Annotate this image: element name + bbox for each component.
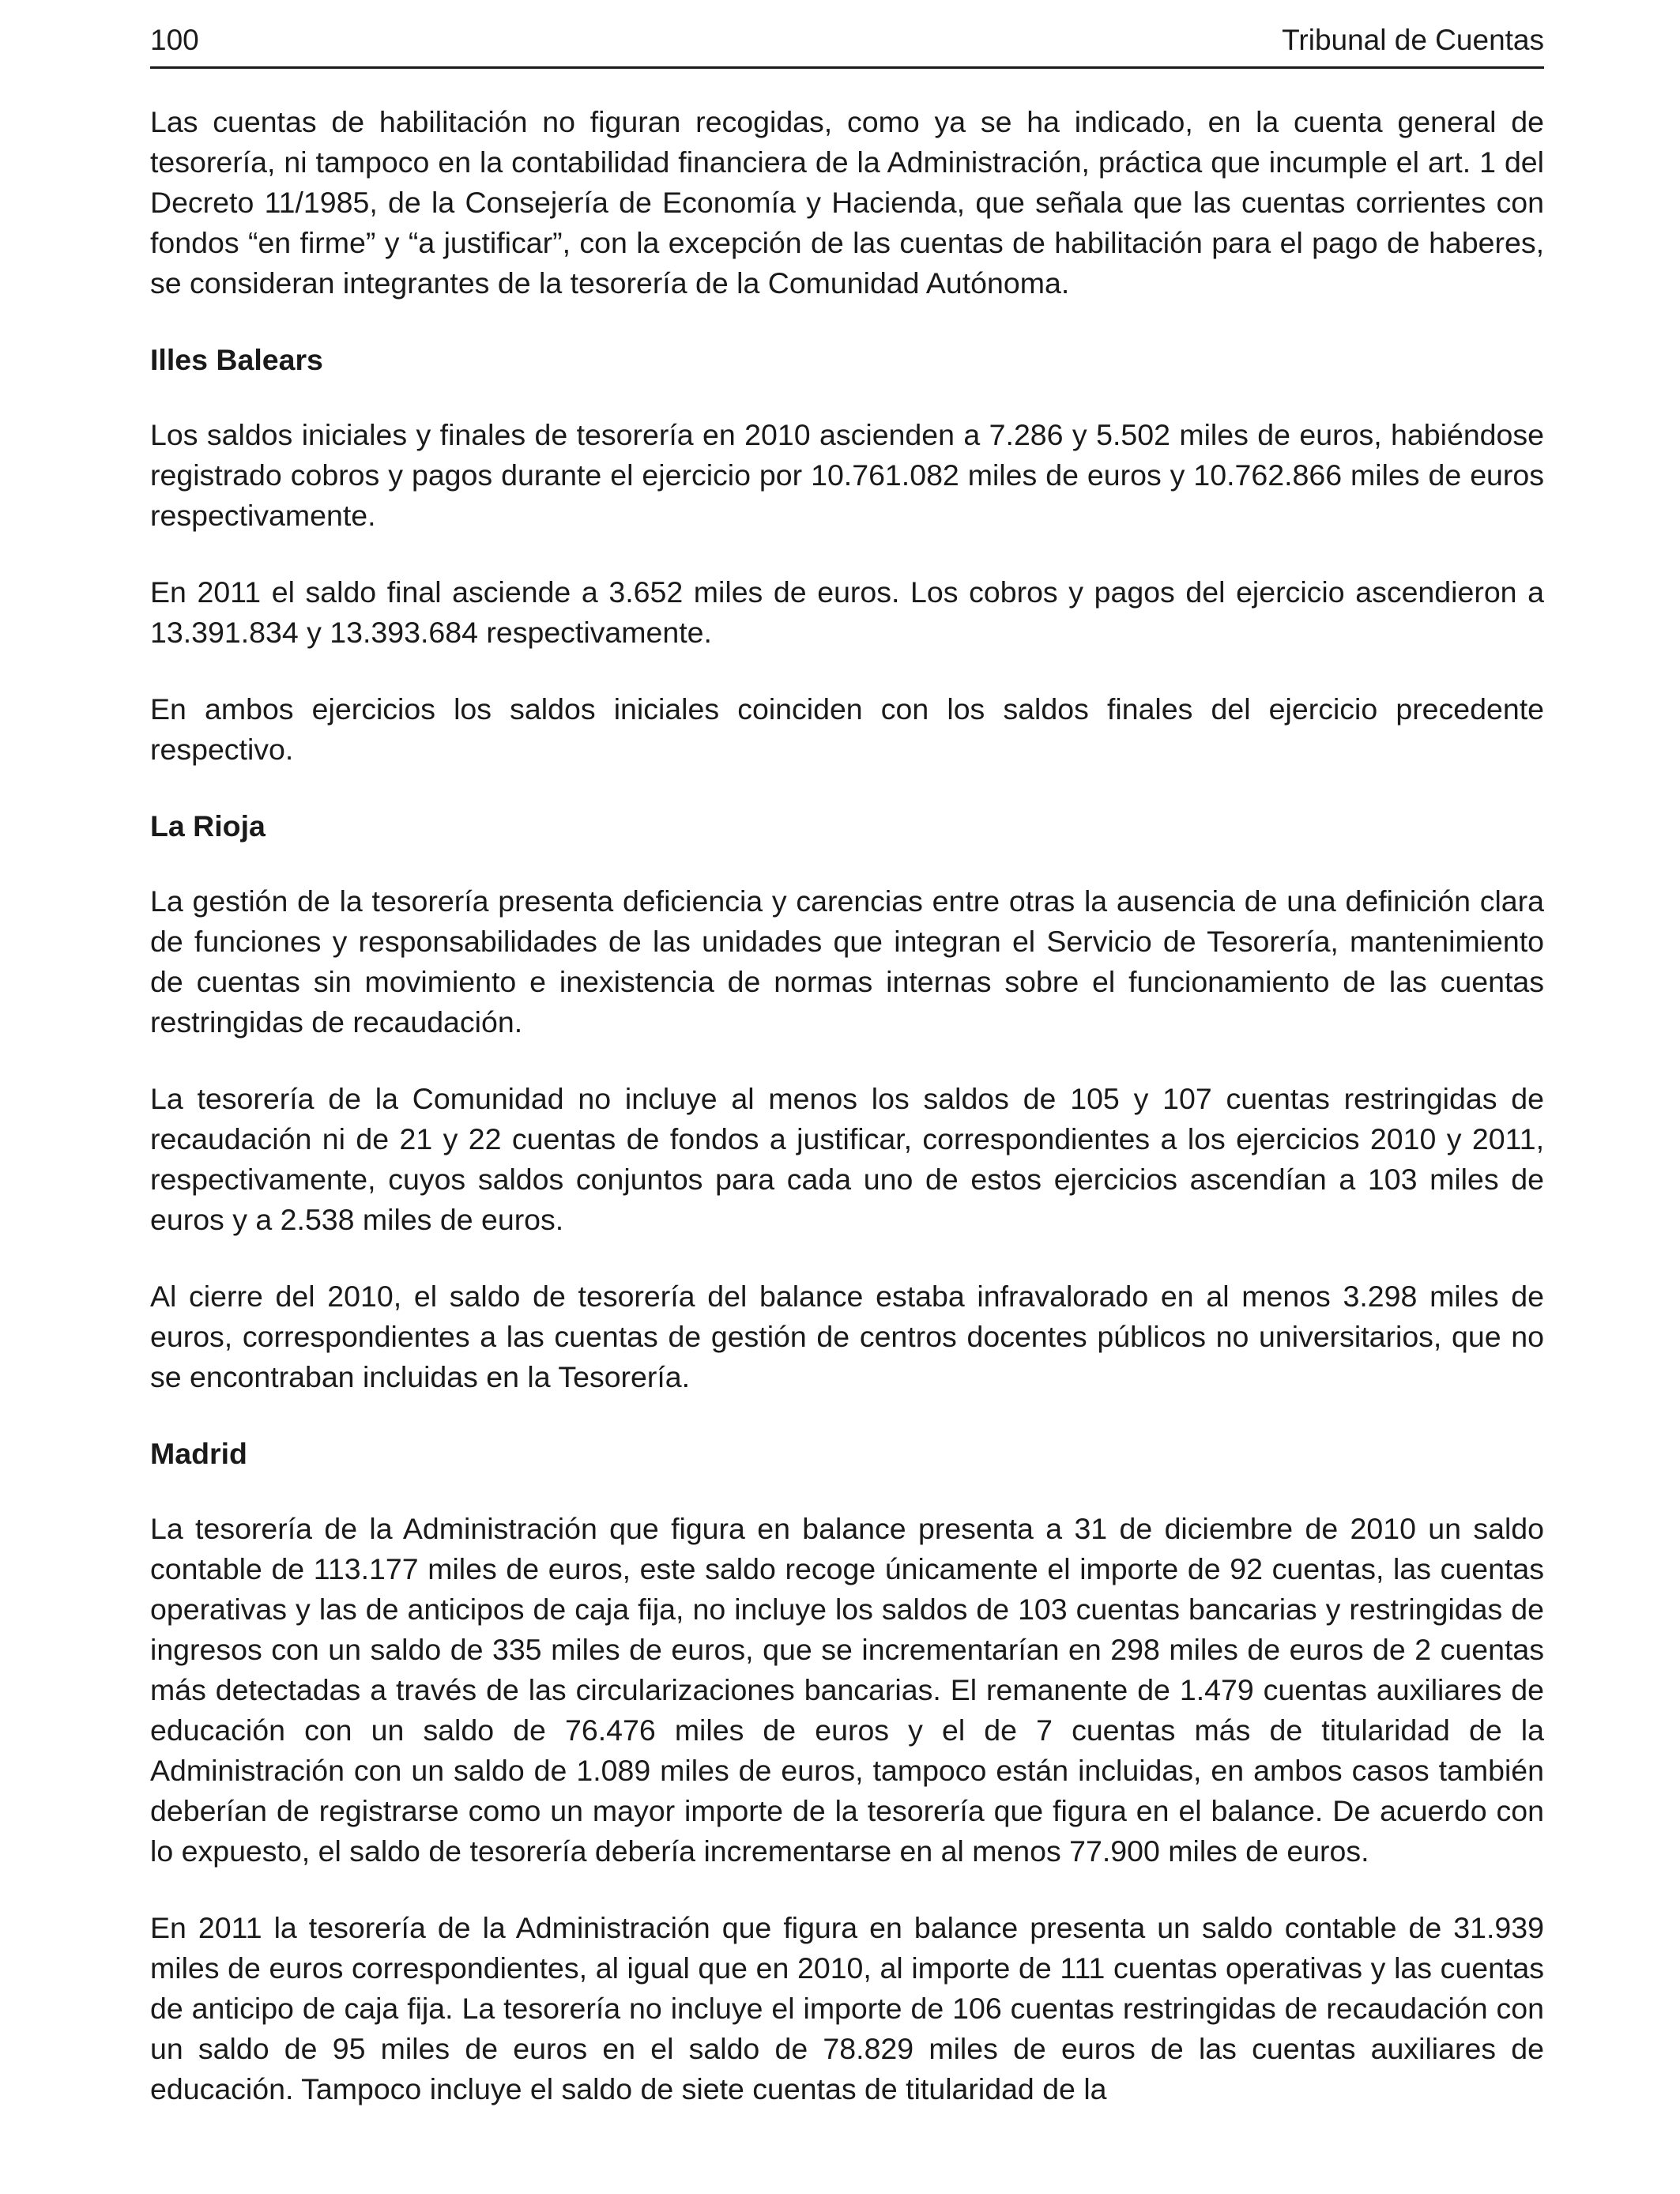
paragraph-rioja-cierre-2010: Al cierre del 2010, el saldo de tesorería del balance estaba infravalorado en al menos 3.298 miles de euros, correspondientes a las cuentas de gestión de centros docentes públicos no universitarios, que no se encontraban incluidas en la Tesorería.: [150, 1280, 1544, 1393]
page-header: [150, 17, 1544, 69]
document-page: [150, 17, 1544, 2146]
paragraph-rioja-cuentas-restringidas: La tesorería de la Comunidad no incluye al menos los saldos de 105 y 107 cuentas restringidas de recaudación ni de 21 y 22 cuentas de fondos a justificar, correspondientes a los ejercicios 2010 y 2011, respectivamente, cuyos saldos conjuntos para cada uno de estos ejercicios ascendían a 103 miles de euros y a 2.538 miles de euros.: [150, 1082, 1544, 1236]
section-heading-illes-balears: Illes Balears: [150, 343, 323, 376]
paragraph-madrid-2010: La tesorería de la Administración que figura en balance presenta a 31 de diciembre de 2010 un saldo contable de 113.177 miles de euros, este saldo recoge únicamente el importe de 92 cuentas, las cuentas operativas y las de anticipos de caja fija, no incluye los saldos de 103 cuentas bancarias y restringidas de ingresos con un saldo de 335 miles de euros, que se incrementarían en 298 miles de euros de 2 cuentas más detectadas a través de las circularizaciones bancarias. El remanente de 1.479 cuentas auxiliares de educación con un saldo de 76.476 miles de euros y el de 7 cuentas más de titularidad de la Administración con un saldo de 1.089 miles de euros, tampoco están incluidas, en ambos casos también deberían de registrarse como un mayor importe de la tesorería que figura en el balance. De acuerdo con lo expuesto, el saldo de tesorería debería incrementarse en al menos 77.900 miles de euros.: [150, 1512, 1544, 1868]
paragraph-madrid-2011: En 2011 la tesorería de la Administración que figura en balance presenta un saldo contable de 31.939 miles de euros correspondientes, al igual que en 2010, al importe de 111 cuentas operativas y las cuentas de anticipo de caja fija. La tesorería no incluye el importe de 106 cuentas restringidas de recaudación con un saldo de 95 miles de euros en el saldo de 78.829 miles de euros de las cuentas auxiliares de educación. Tampoco incluye el saldo de siete cuentas de titularidad de la: [150, 1911, 1544, 2105]
paragraph-illes-saldos-2010: Los saldos iniciales y finales de tesorería en 2010 ascienden a 7.286 y 5.502 miles de euros, habiéndose registrado cobros y pagos durante el ejercicio por 10.761.082 miles de euros y 10.762.866 miles de euros respectivamente.: [150, 418, 1544, 532]
page-number: 100: [150, 24, 199, 56]
page-body: [150, 102, 1544, 2109]
paragraph-illes-saldo-2011: En 2011 el saldo final asciende a 3.652 miles de euros. Los cobros y pagos del ejercicio ascendieron a 13.391.834 y 13.393.684 respectivamente.: [150, 575, 1544, 649]
paragraph-rioja-deficiencias: La gestión de la tesorería presenta deficiencia y carencias entre otras la ausencia de una definición clara de funciones y responsabilidades de las unidades que integran el Servicio de Tesorería, mantenimiento de cuentas sin movimiento e inexistencia de normas internas sobre el funcionamiento de las cuentas restringidas de recaudación.: [150, 884, 1544, 1039]
section-heading-madrid: Madrid: [150, 1437, 247, 1470]
paragraph-illes-coincidencia: En ambos ejercicios los saldos iniciales coinciden con los saldos finales del ejercicio precedente respectivo.: [150, 692, 1544, 766]
section-heading-la-rioja: La Rioja: [150, 809, 266, 843]
paragraph-habilitacion: Las cuentas de habilitación no figuran recogidas, como ya se ha indicado, en la cuenta general de tesorería, ni tampoco en la contabilidad financiera de la Administración, práctica que incumple el art. 1 del Decreto 11/1985, de la Consejería de Economía y Hacienda, que señala que las cuentas corrientes con fondos “en firme” y “a justificar”, con la excepción de las cuentas de habilitación para el pago de haberes, se consideran integrantes de la tesorería de la Comunidad Autónoma.: [150, 105, 1544, 300]
publication-title: Tribunal de Cuentas: [1282, 24, 1544, 56]
